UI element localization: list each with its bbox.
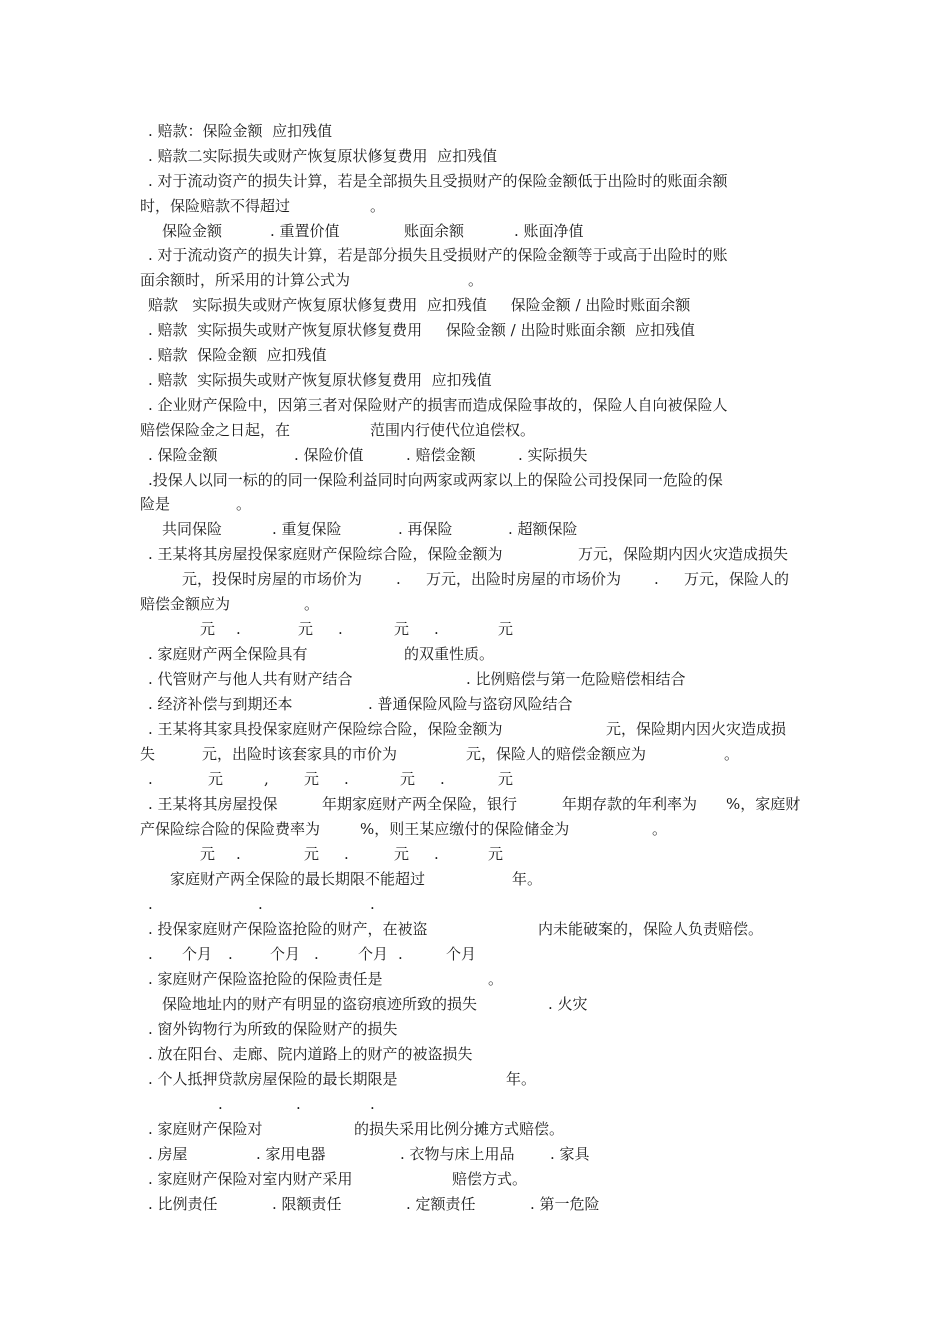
- text-line: .: [148, 945, 153, 963]
- text-line: . 家庭财产保险对: [148, 1120, 263, 1138]
- text-line: . 家具: [550, 1145, 590, 1163]
- text-line: 赔偿保险金之日起，在: [140, 421, 291, 439]
- text-line: 元，保险人的赔偿金额应为: [466, 745, 647, 763]
- text-line: 面余额时，所采用的计算公式为: [140, 271, 351, 289]
- text-line: 。: [488, 970, 504, 988]
- text-line: . 赔款：保险金额 应扣残值: [148, 122, 333, 140]
- text-line: . 放在阳台、走廊、院内道路上的财产的被盗损失: [148, 1045, 473, 1063]
- text-line: . 王某将其房屋投保家庭财产保险综合险，保险金额为: [148, 545, 503, 563]
- text-line: . 房屋: [148, 1145, 188, 1163]
- text-line: 个月: [270, 945, 301, 963]
- text-line: 元: [488, 845, 504, 863]
- text-line: 万元，出险时房屋的市场价为: [426, 570, 622, 588]
- text-line: 范围内行使代位追偿权。: [370, 421, 536, 439]
- text-line: . 火灾: [548, 995, 588, 1013]
- text-line: 赔款 实际损失或财产恢复原状修复费用 应扣残值 保险金额 / 出险时账面余额: [148, 296, 691, 314]
- text-line: . 账面净值: [514, 222, 584, 240]
- text-line: 保险金额: [162, 222, 223, 240]
- text-line: .: [236, 845, 241, 863]
- text-line: .: [228, 945, 233, 963]
- text-line: . 普通保险风险与盗窃风险结合: [368, 695, 573, 713]
- text-line: . 王某将其家具投保家庭财产保险综合险，保险金额为: [148, 720, 503, 738]
- text-line: . 重复保险: [272, 520, 342, 538]
- text-line: 个月: [358, 945, 389, 963]
- text-line: .: [398, 945, 403, 963]
- text-line: . 赔款 实际损失或财产恢复原状修复费用 保险金额 / 出险时账面余额 应扣残值: [148, 321, 696, 339]
- text-line: .: [258, 895, 263, 913]
- text-line: 产保险综合险的保险费率为: [140, 820, 321, 838]
- text-line: . 衣物与床上用品: [400, 1145, 515, 1163]
- text-line: 。: [724, 745, 740, 763]
- text-line: 共同保险: [162, 520, 223, 538]
- text-line: . 经济补偿与到期还本: [148, 695, 293, 713]
- text-line: . 赔款 实际损失或财产恢复原状修复费用 应扣残值: [148, 371, 492, 389]
- text-line: 万元，保险人的: [684, 570, 790, 588]
- text-line: 。: [468, 271, 484, 289]
- text-line: 元: [208, 770, 224, 788]
- text-line: 元: [498, 770, 514, 788]
- text-line: . 赔款 保险金额 应扣残值: [148, 346, 327, 364]
- text-line: .: [370, 1095, 375, 1113]
- text-line: . 超额保险: [508, 520, 578, 538]
- text-line: 元: [394, 845, 410, 863]
- text-line: . 保险金额: [148, 446, 218, 464]
- text-line: 元: [394, 620, 410, 638]
- text-line: 年期家庭财产两全保险，银行: [322, 795, 518, 813]
- text-line: .投保人以同一标的的同一保险利益同时向两家或两家以上的保险公司投保同一危险的保: [148, 471, 723, 489]
- text-line: 赔偿金额应为: [140, 595, 231, 613]
- text-line: 的双重性质。: [404, 645, 495, 663]
- text-line: .: [344, 845, 349, 863]
- text-line: .: [218, 1095, 223, 1113]
- text-line: .: [314, 945, 319, 963]
- text-line: 。: [370, 197, 386, 215]
- text-line: 年期存款的年利率为: [562, 795, 698, 813]
- text-line: 元: [298, 620, 314, 638]
- text-line: .: [654, 570, 659, 588]
- text-line: 。: [236, 495, 252, 513]
- text-line: 内未能破案的，保险人负责赔偿。: [538, 920, 764, 938]
- text-line: . 代管财产与他人共有财产结合: [148, 670, 353, 688]
- text-line: . 重置价值: [270, 222, 340, 240]
- text-line: . 家庭财产保险对室内财产采用: [148, 1170, 353, 1188]
- text-line: .: [296, 1095, 301, 1113]
- text-line: 年。: [506, 1070, 537, 1088]
- text-line: 家庭财产两全保险的最长期限不能超过: [170, 870, 426, 888]
- text-line: 赔偿方式。: [452, 1170, 528, 1188]
- text-line: 元: [400, 770, 416, 788]
- text-line: 元: [498, 620, 514, 638]
- text-line: .: [148, 895, 153, 913]
- text-line: 元，保险期内因火灾造成损: [606, 720, 787, 738]
- text-line: .: [338, 620, 343, 638]
- text-line: . 对于流动资产的损失计算，若是全部损失且受损财产的保险金额低于出险时的账面余额: [148, 172, 728, 190]
- text-line: . 定额责任: [406, 1195, 476, 1213]
- text-line: . 个人抵押贷款房屋保险的最长期限是: [148, 1070, 398, 1088]
- text-line: . 王某将其房屋投保: [148, 795, 278, 813]
- text-line: 个月: [446, 945, 477, 963]
- text-line: . 家庭财产两全保险具有: [148, 645, 308, 663]
- text-line: .: [236, 620, 241, 638]
- text-line: .: [440, 770, 445, 788]
- text-line: . 赔偿金额: [406, 446, 476, 464]
- text-line: .: [396, 570, 401, 588]
- text-line: 账面余额: [404, 222, 465, 240]
- text-line: . 对于流动资产的损失计算，若是部分损失且受损财产的保险金额等于或高于出险时的账: [148, 246, 728, 264]
- text-line: 元，出险时该套家具的市价为: [202, 745, 398, 763]
- text-line: 保险地址内的财产有明显的盗窃痕迹所致的损失: [162, 995, 478, 1013]
- text-line: %，家庭财: [726, 795, 801, 813]
- text-line: 。: [652, 820, 668, 838]
- text-line: 个月: [182, 945, 213, 963]
- text-line: .: [370, 895, 375, 913]
- text-line: 元: [200, 845, 216, 863]
- text-line: ,: [264, 770, 269, 788]
- text-line: 险是: [140, 495, 171, 513]
- text-line: . 保险价值: [294, 446, 364, 464]
- text-line: . 第一危险: [530, 1195, 600, 1213]
- text-line: %，则王某应缴付的保险储金为: [360, 820, 570, 838]
- text-line: . 实际损失: [518, 446, 588, 464]
- text-line: . 限额责任: [272, 1195, 342, 1213]
- text-line: 元: [200, 620, 216, 638]
- text-line: .: [434, 620, 439, 638]
- text-line: 元: [304, 770, 320, 788]
- text-line: . 家庭财产保险盗抢险的保险责任是: [148, 970, 383, 988]
- text-line: . 企业财产保险中，因第三者对保险财产的损害而造成保险事故的，保险人自向被保险人: [148, 396, 728, 414]
- text-line: .: [148, 770, 153, 788]
- text-line: . 比例责任: [148, 1195, 218, 1213]
- text-line: 失: [140, 745, 156, 763]
- text-line: 万元，保险期内因火灾造成损失: [578, 545, 789, 563]
- text-line: 元: [304, 845, 320, 863]
- text-line: . 比例赔偿与第一危险赔偿相结合: [466, 670, 686, 688]
- text-line: . 家用电器: [256, 1145, 326, 1163]
- text-line: . 投保家庭财产保险盗抢险的财产，在被盗: [148, 920, 428, 938]
- text-line: . 赔款二实际损失或财产恢复原状修复费用 应扣残值: [148, 147, 498, 165]
- text-line: .: [434, 845, 439, 863]
- text-line: . 窗外钩物行为所致的保险财产的损失: [148, 1020, 398, 1038]
- text-line: 。: [304, 595, 320, 613]
- text-line: 年。: [512, 870, 543, 888]
- text-line: 元，投保时房屋的市场价为: [182, 570, 363, 588]
- text-line: 的损失采用比例分摊方式赔偿。: [354, 1120, 565, 1138]
- text-line: . 再保险: [398, 520, 453, 538]
- text-line: 时，保险赔款不得超过: [140, 197, 291, 215]
- text-line: .: [344, 770, 349, 788]
